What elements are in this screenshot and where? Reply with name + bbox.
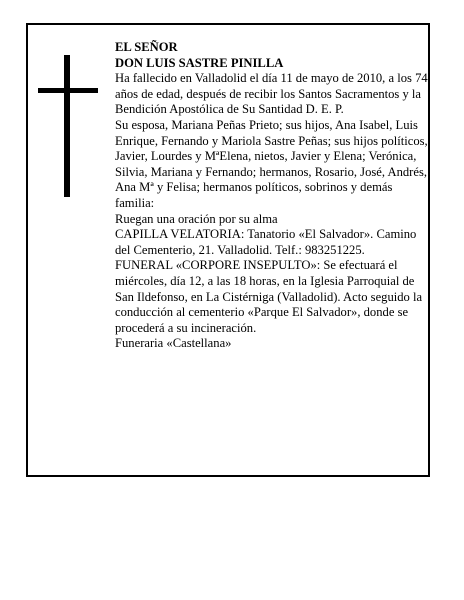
death-announcement: Ha fallecido en Valladolid el día 11 de mayo de 2010, a los 74 años de edad, después de recibir los Santos Sacramentos y la Bendición Apostólica de Su Santidad D. E. P. bbox=[115, 71, 428, 117]
obituary-notice bbox=[26, 23, 430, 477]
funeral-home: Funeraria «Castellana» bbox=[115, 336, 232, 351]
cross-icon bbox=[38, 55, 98, 197]
notice-text bbox=[115, 40, 429, 352]
funeral-info: FUNERAL «CORPORE INSEPULTO»: Se efectuará el miércoles, día 12, a las 18 horas, en la Iglesia Parroquial de San Ildefonso, en La Cistérniga (Valladolid). Acto seguido la conducción al cementerio «Parque El Salvador», donde se procederá a su incineración. bbox=[115, 258, 423, 335]
wake-chapel-info: CAPILLA VELATORIA: Tanatorio «El Salvador». Camino del Cementerio, 21. Valladolid. Telf.: 983251225. bbox=[115, 227, 417, 257]
cross-vertical-bar bbox=[64, 55, 70, 197]
title-line: EL SEÑOR bbox=[115, 40, 178, 54]
cross-horizontal-bar bbox=[38, 88, 98, 93]
deceased-name: DON LUIS SASTRE PINILLA bbox=[115, 55, 284, 70]
prayer-request: Ruegan una oración por su alma bbox=[115, 211, 278, 226]
family-list: Su esposa, Mariana Peñas Prieto; sus hijos, Ana Isabel, Luis Enrique, Fernando y Mariola Sastre Peñas; sus hijos políticos, Javier, Lourdes y MªElena, nietos, Javier y Elena; Verónica, Silvia, Mariana y Fernando; hermanos, Rosario, José, Andrés, Ana Mª y Felisa; hermanos políticos, sobrinos y demás familia: bbox=[115, 117, 428, 210]
